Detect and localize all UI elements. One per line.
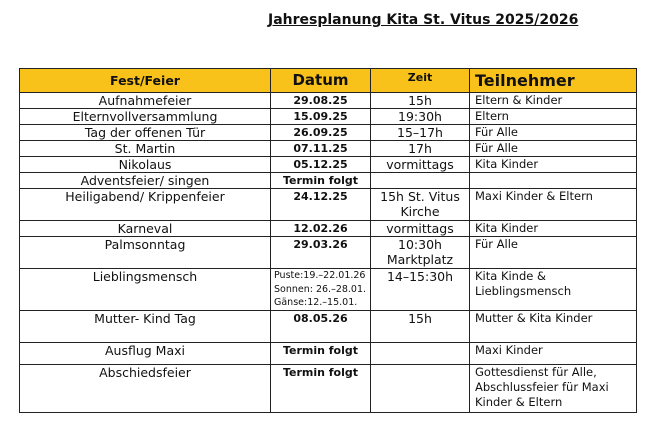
cell-fest: Aufnahmefeier bbox=[20, 93, 271, 109]
cell-fest: Heiligabend/ Krippenfeier bbox=[20, 189, 271, 221]
cell-zeit: 15h bbox=[371, 310, 470, 342]
table-row bbox=[20, 364, 637, 412]
cell-datum: 15.09.25 bbox=[271, 109, 371, 125]
cell-datum: Termin folgt bbox=[271, 173, 371, 189]
header-teilnehmer: Teilnehmer bbox=[470, 69, 637, 93]
cell-zeit: 15h St. Vitus Kirche bbox=[371, 189, 470, 221]
cell-zeit bbox=[371, 173, 470, 189]
cell-fest: St. Martin bbox=[20, 141, 271, 157]
cell-zeit bbox=[371, 342, 470, 364]
table-header-row bbox=[20, 69, 637, 93]
header-datum: Datum bbox=[271, 69, 371, 93]
header-fest: Fest/Feier bbox=[20, 69, 271, 93]
cell-datum: Termin folgt bbox=[271, 364, 371, 412]
cell-datum: 24.12.25 bbox=[271, 189, 371, 221]
datum-line: Puste:19.–22.01.26 bbox=[274, 270, 366, 281]
cell-datum: 07.11.25 bbox=[271, 141, 371, 157]
cell-datum: 29.08.25 bbox=[271, 93, 371, 109]
cell-zeit: 19:30h bbox=[371, 109, 470, 125]
cell-datum: 08.05.26 bbox=[271, 310, 371, 342]
cell-zeit bbox=[371, 364, 470, 412]
cell-fest: Lieblingsmensch bbox=[20, 269, 271, 311]
table-row bbox=[20, 221, 637, 237]
cell-fest: Adventsfeier/ singen bbox=[20, 173, 271, 189]
table-row bbox=[20, 342, 637, 364]
cell-datum: Termin folgt bbox=[271, 342, 371, 364]
table-row bbox=[20, 93, 637, 109]
cell-zeit: vormittags bbox=[371, 221, 470, 237]
table-row bbox=[20, 269, 637, 311]
cell-datum bbox=[271, 269, 371, 311]
cell-teilnehmer: Maxi Kinder bbox=[470, 342, 637, 364]
cell-fest: Mutter- Kind Tag bbox=[20, 310, 271, 342]
page-title: Jahresplanung Kita St. Vitus 2025/2026 bbox=[268, 12, 579, 28]
cell-fest: Tag der offenen Tür bbox=[20, 125, 271, 141]
cell-zeit: 14–15:30h bbox=[371, 269, 470, 311]
cell-teilnehmer: Für Alle bbox=[470, 237, 637, 269]
cell-teilnehmer: Für Alle bbox=[470, 125, 637, 141]
table-row bbox=[20, 173, 637, 189]
datum-line: Gänse:12.–15.01. bbox=[274, 297, 358, 308]
cell-teilnehmer: Maxi Kinder & Eltern bbox=[470, 189, 637, 221]
table-row bbox=[20, 237, 637, 269]
cell-fest: Nikolaus bbox=[20, 157, 271, 173]
table-row bbox=[20, 189, 637, 221]
cell-fest: Karneval bbox=[20, 221, 271, 237]
cell-fest: Ausflug Maxi bbox=[20, 342, 271, 364]
cell-teilnehmer: Für Alle bbox=[470, 141, 637, 157]
cell-datum: 29.03.26 bbox=[271, 237, 371, 269]
cell-zeit: 17h bbox=[371, 141, 470, 157]
cell-datum: 12.02.26 bbox=[271, 221, 371, 237]
table-row bbox=[20, 125, 637, 141]
cell-fest: Elternvollversammlung bbox=[20, 109, 271, 125]
cell-teilnehmer: Kita Kinder bbox=[470, 221, 637, 237]
cell-datum: 26.09.25 bbox=[271, 125, 371, 141]
cell-teilnehmer: Kita Kinde & Lieblingsmensch bbox=[470, 269, 637, 311]
cell-fest: Palmsonntag bbox=[20, 237, 271, 269]
table-row bbox=[20, 109, 637, 125]
datum-line: Sonnen: 26.–28.01. bbox=[274, 283, 367, 295]
schedule-table bbox=[19, 68, 637, 413]
cell-zeit: 15–17h bbox=[371, 125, 470, 141]
cell-zeit: 15h bbox=[371, 93, 470, 109]
cell-zeit: 10:30h Marktplatz bbox=[371, 237, 470, 269]
cell-teilnehmer: Eltern bbox=[470, 109, 637, 125]
table-row bbox=[20, 310, 637, 342]
cell-teilnehmer: Kita Kinder bbox=[470, 157, 637, 173]
cell-teilnehmer: Gottesdienst für Alle, Abschlussfeier für Maxi Kinder & Eltern bbox=[470, 364, 637, 412]
table-row bbox=[20, 141, 637, 157]
header-zeit: Zeit bbox=[371, 69, 470, 93]
cell-teilnehmer: Mutter & Kita Kinder bbox=[470, 310, 637, 342]
table-row bbox=[20, 157, 637, 173]
cell-datum: 05.12.25 bbox=[271, 157, 371, 173]
cell-teilnehmer: Eltern & Kinder bbox=[470, 93, 637, 109]
cell-fest: Abschiedsfeier bbox=[20, 364, 271, 412]
cell-zeit: vormittags bbox=[371, 157, 470, 173]
cell-teilnehmer bbox=[470, 173, 637, 189]
